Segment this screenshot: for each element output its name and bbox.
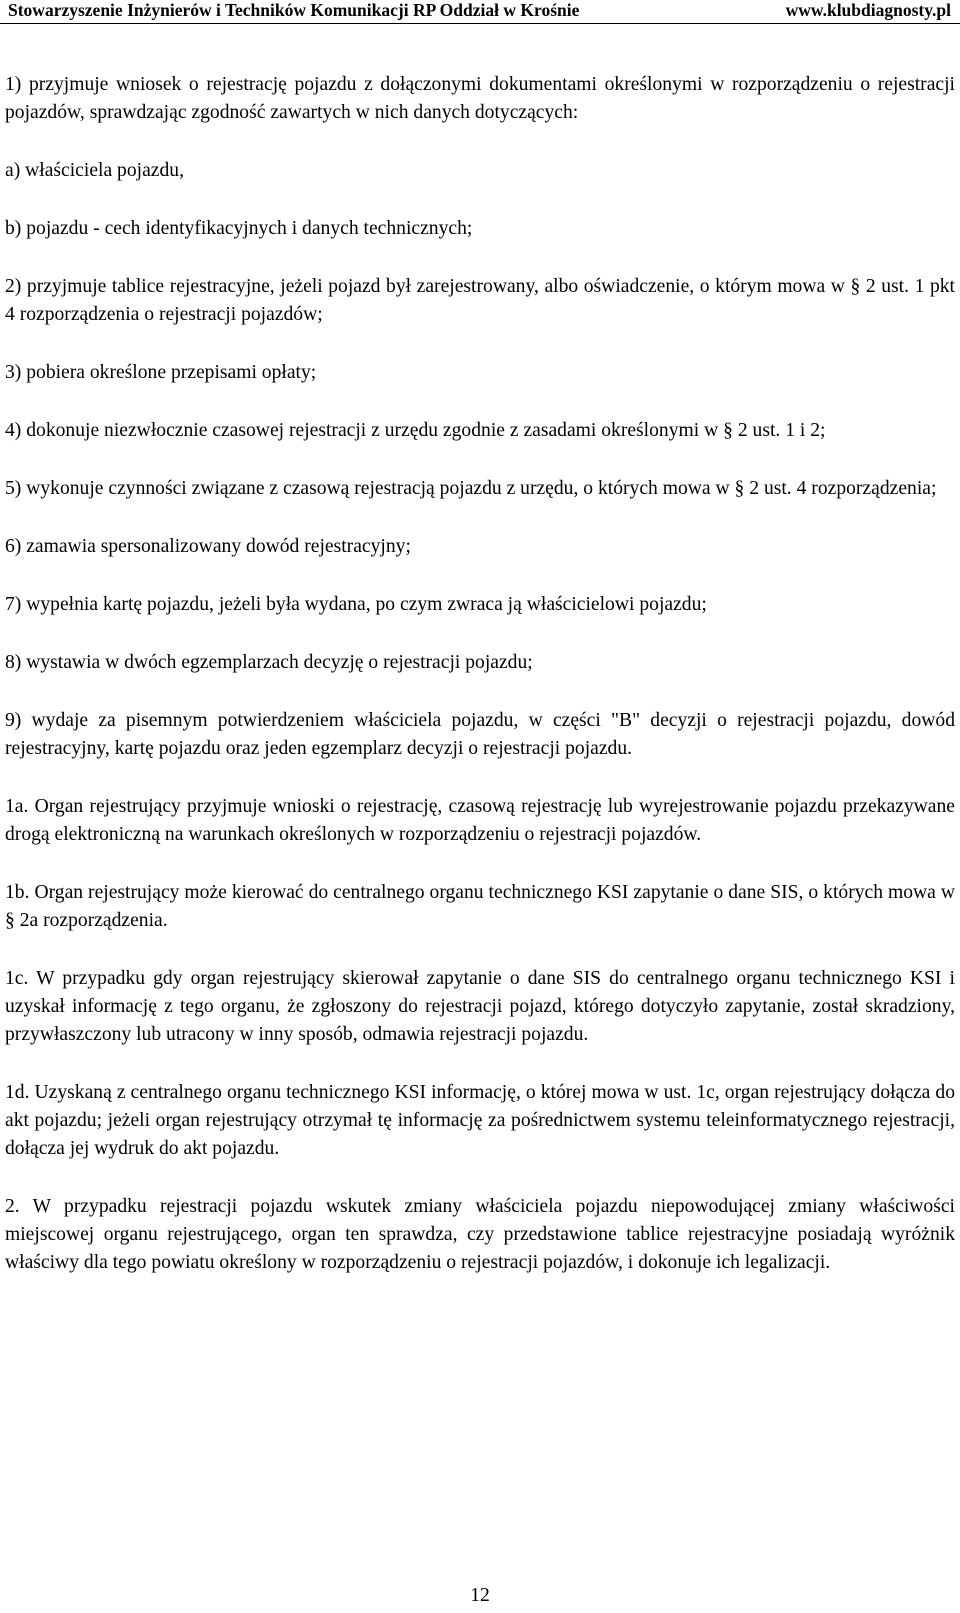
section-1c-paragraph: 1c. W przypadku gdy organ rejestrujący skierował zapytanie o dane SIS do centralnego organu technicznego KSI i uzyskał informację z tego organu, że zgłoszony do rejestracji pojazd, którego dotyczyło zapytanie, został skradziony, przywłaszczony lub utracony w inny sposób, odmawia rejestracji pojazdu. (5, 968, 955, 1045)
item-8-paragraph: 8) wystawia w dwóch egzemplarzach decyzję o rejestracji pojazdu; (5, 652, 533, 673)
item-1a-paragraph: a) właściciela pojazdu, (5, 160, 184, 181)
page-number: 12 (470, 1585, 490, 1606)
header-divider (0, 23, 960, 24)
item-4-paragraph: 4) dokonuje niezwłocznie czasowej rejestracji z urzędu zgodnie z zasadami określonymi w § 2 ust. 1 i 2; (5, 420, 826, 441)
document-body (5, 71, 955, 1307)
item-9-paragraph: 9) wydaje za pisemnym potwierdzeniem właściciela pojazdu, w części "B" decyzji o rejestracji pojazdu, dowód rejestracyjny, kartę pojazdu oraz jeden egzemplarz decyzji o rejestracji pojazdu. (5, 710, 955, 759)
item-3-paragraph: 3) pobiera określone przepisami opłaty; (5, 362, 317, 383)
page-header (0, 0, 960, 22)
section-1b-paragraph: 1b. Organ rejestrujący może kierować do centralnego organu technicznego KSI zapytanie o dane SIS, o których mowa w § 2a rozporządzenia. (5, 882, 955, 931)
item-7-paragraph: 7) wypełnia kartę pojazdu, jeżeli była wydana, po czym zwraca ją właścicielowi pojazdu; (5, 594, 707, 615)
section-1d-paragraph: 1d. Uzyskaną z centralnego organu technicznego KSI informację, o której mowa w ust. 1c, organ rejestrujący dołącza do akt pojazdu; jeżeli organ rejestrujący otrzymał tę informację za pośrednictwem systemu teleinformatycznego rejestracji, dołącza jej wydruk do akt pojazdu. (5, 1082, 955, 1159)
item-1b-paragraph: b) pojazdu - cech identyfikacyjnych i danych technicznych; (5, 218, 473, 239)
item-2-paragraph: 2) przyjmuje tablice rejestracyjne, jeżeli pojazd był zarejestrowany, albo oświadczenie, o którym mowa w § 2 ust. 1 pkt 4 rozporządzenia o rejestracji pojazdów; (5, 276, 955, 325)
item-1-paragraph: 1) przyjmuje wniosek o rejestrację pojazdu z dołączonymi dokumentami określonymi w rozporządzeniu o rejestracji pojazdów, sprawdzając zgodność zawartych w nich danych dotyczących: (5, 74, 955, 123)
item-6-paragraph: 6) zamawia spersonalizowany dowód rejestracyjny; (5, 536, 411, 557)
header-website: www.klubdiagnosty.pl (785, 0, 951, 20)
header-organization: Stowarzyszenie Inżynierów i Techników Komunikacji RP Oddział w Krośnie (8, 0, 580, 20)
section-1a-paragraph: 1a. Organ rejestrujący przyjmuje wnioski o rejestrację, czasową rejestrację lub wyrejestrowanie pojazdu przekazywane drogą elektroniczną na warunkach określonych w rozporządzeniu o rejestracji pojazdów. (5, 796, 955, 845)
item-5-paragraph: 5) wykonuje czynności związane z czasową rejestracją pojazdu z urzędu, o których mowa w § 2 ust. 4 rozporządzenia; (5, 478, 937, 499)
section-2-paragraph: 2. W przypadku rejestracji pojazdu wskutek zmiany właściciela pojazdu niepowodującej zmiany właściwości miejscowej organu rejestrującego, organ ten sprawdza, czy przedstawione tablice rejestracyjne posiadają wyróżnik właściwy dla tego powiatu określony w rozporządzeniu o rejestracji pojazdów, i dokonuje ich legalizacji. (5, 1196, 955, 1273)
